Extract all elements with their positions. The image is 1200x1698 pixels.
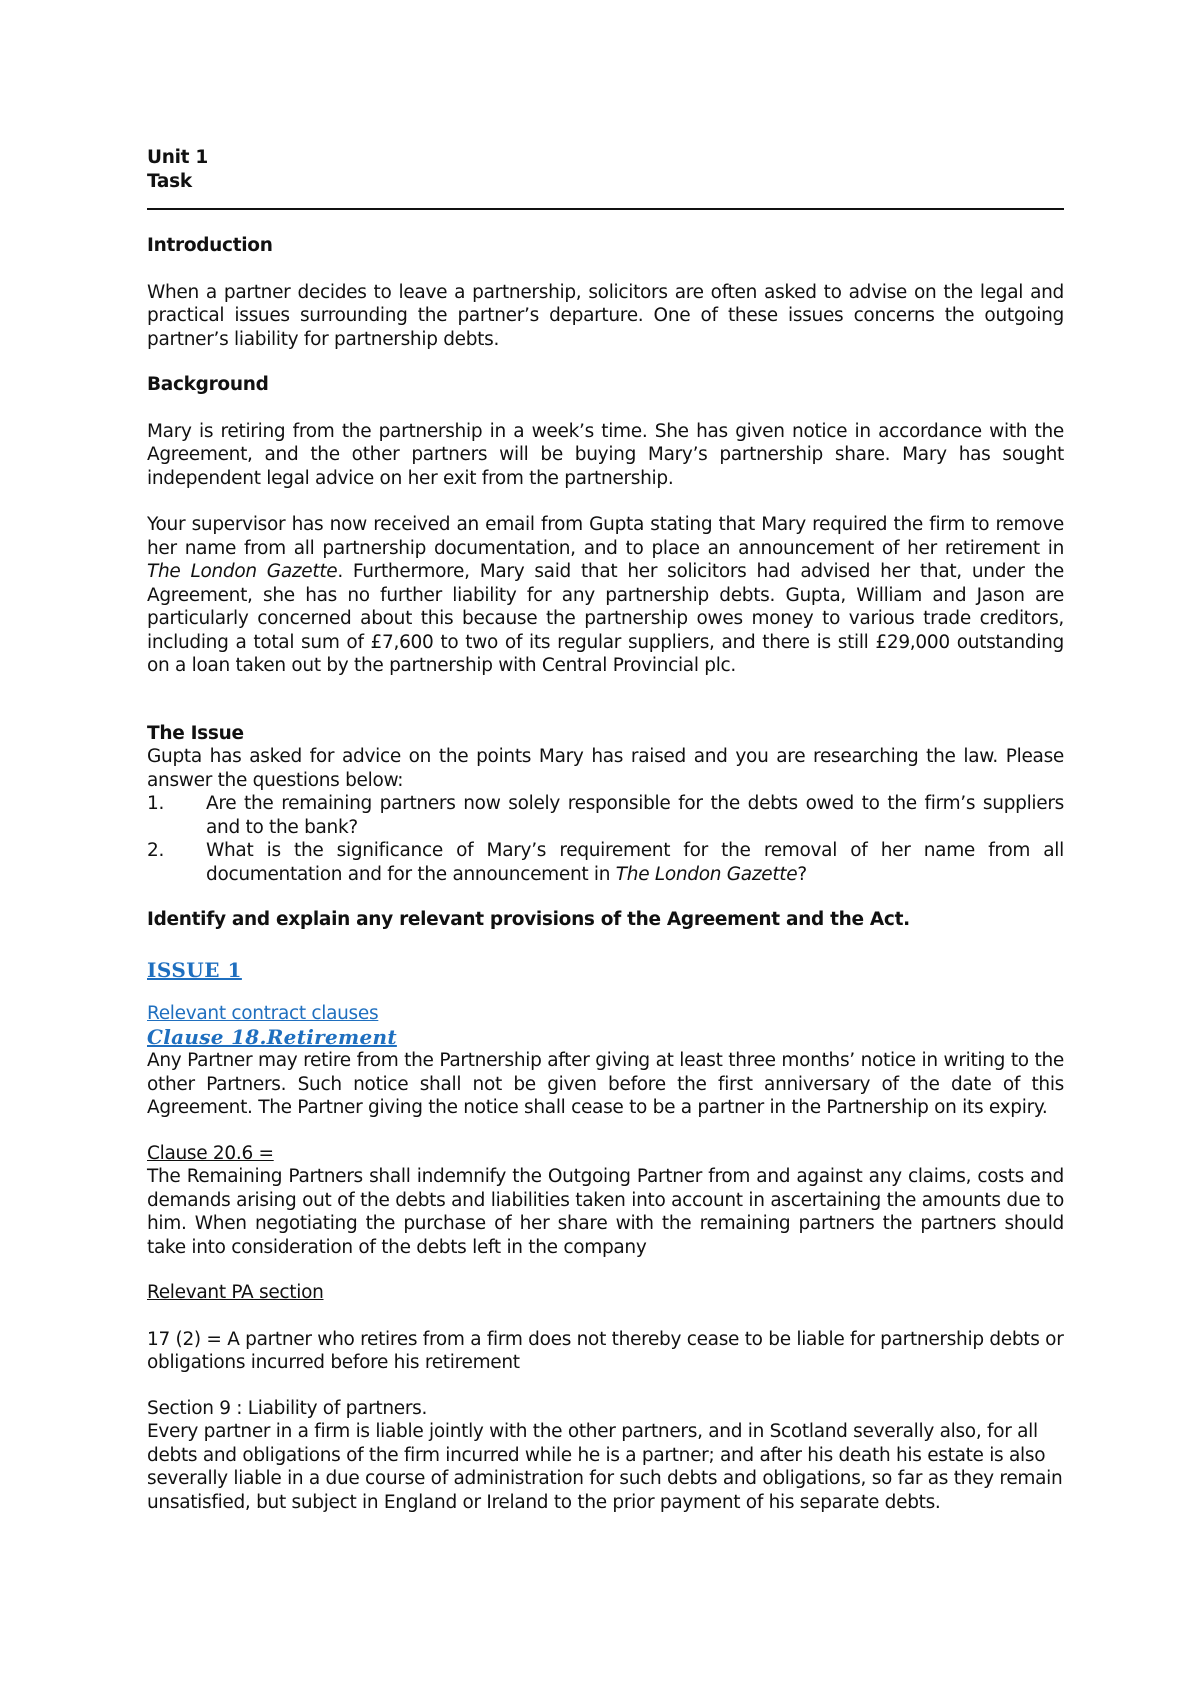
background-paragraph-2: Your supervisor has now received an email from Gupta stating that Mary required the firm to remove her name from all partnership documentation, and to place an announcement of her retirement in The London Gazette. Furthermore, Mary said that her solicitors had advised her that, under the Agreement, she has no further liability for any partnership debts. Gupta, William and Jason are particularly concerned about this because the partnership owes money to various trade creditors, including a total sum of £7,600 to two of its regular suppliers, and there is still £29,000 outstanding on a loan taken out by the partnership with Central Provincial plc.	[147, 514, 1064, 676]
header-divider	[147, 208, 1064, 210]
question-text: What is the significance of Mary’s requirement for the removal of her name from all documentation and for the announcement in	[206, 840, 1064, 885]
gazette-reference: The London Gazette	[615, 863, 798, 885]
the-issue-text: Gupta has asked for advice on the points Mary has raised and you are researching the law. Please answer the questions below:	[147, 746, 1064, 791]
the-issue-heading: The Issue	[147, 722, 244, 744]
section-17-2-text: 17 (2) = A partner who retires from a firm does not thereby cease to be liable for partnership debts or obligations incurred before his retirement	[147, 1328, 1064, 1373]
question-item-2: 2. What is the significance of Mary’s requirement for the removal of her name from all documentation and for the announcement in The London Gazette?	[147, 840, 1064, 885]
pa-section-heading: Relevant PA section	[147, 1282, 324, 1303]
question-text: Are the remaining partners now solely responsible for the debts owed to the firm’s suppliers and to the bank?	[206, 793, 1064, 838]
unit-title: Unit 1	[147, 147, 208, 168]
clause-20-6-heading: Clause 20.6 =	[147, 1142, 274, 1164]
clause-18-heading: Clause 18.Retirement	[147, 1025, 397, 1049]
question-item-1	[147, 792, 1064, 839]
section-9-heading: Section 9 : Liability of partners.	[147, 1397, 428, 1419]
section-9-text: Every partner in a firm is liable jointly with the other partners, and in Scotland severally also, for all debts and obligations of the firm incurred while he is a partner; and after his death his estate is also severally liable in a due course of administration for such debts and obligations, so far as they remain unsatisfied, but subject in England or Ireland to the prior payment of his separate debts.	[147, 1421, 1063, 1513]
question-number: 1.	[147, 793, 165, 814]
instruction-text: Identify and explain any relevant provisions of the Agreement and the Act.	[147, 909, 910, 930]
clause-20-6-text: The Remaining Partners shall indemnify the Outgoing Partner from and against any claims, costs and demands arising out of the debts and liabilities taken into account in ascertaining the amounts due to him. When negotiating the purchase of her share with the remaining partners the partners should take into consideration of the debts left in the company	[147, 1166, 1064, 1258]
background-heading: Background	[147, 374, 269, 395]
introduction-heading: Introduction	[147, 235, 273, 256]
document-body	[147, 146, 1064, 1514]
background-paragraph-1: Mary is retiring from the partnership in a week’s time. She has given notice in accordance with the Agreement, and the other partners will be buying Mary’s partnership share. Mary has sought independent legal advice on her exit from the partnership.	[147, 420, 1064, 489]
introduction-text: When a partner decides to leave a partnership, solicitors are often asked to advise on the legal and practical issues surrounding the partner’s departure. One of these issues concerns the outgoing partner’s liability for partnership debts.	[147, 281, 1064, 350]
question-number: 2.	[147, 840, 165, 861]
clause-18-text: Any Partner may retire from the Partnership after giving at least three months’ notice in writing to the other Partners. Such notice shall not be given before the first anniversary of the date of this Agreement. The Partner giving the notice shall cease to be a partner in the Partnership on its expiry.	[147, 1050, 1064, 1118]
task-title: Task	[147, 170, 192, 192]
questions-list	[147, 792, 1064, 886]
issue-1-heading: ISSUE 1	[147, 957, 242, 982]
contract-clauses-label: Relevant contract clauses	[147, 1002, 379, 1024]
gazette-reference: The London Gazette	[147, 561, 338, 582]
